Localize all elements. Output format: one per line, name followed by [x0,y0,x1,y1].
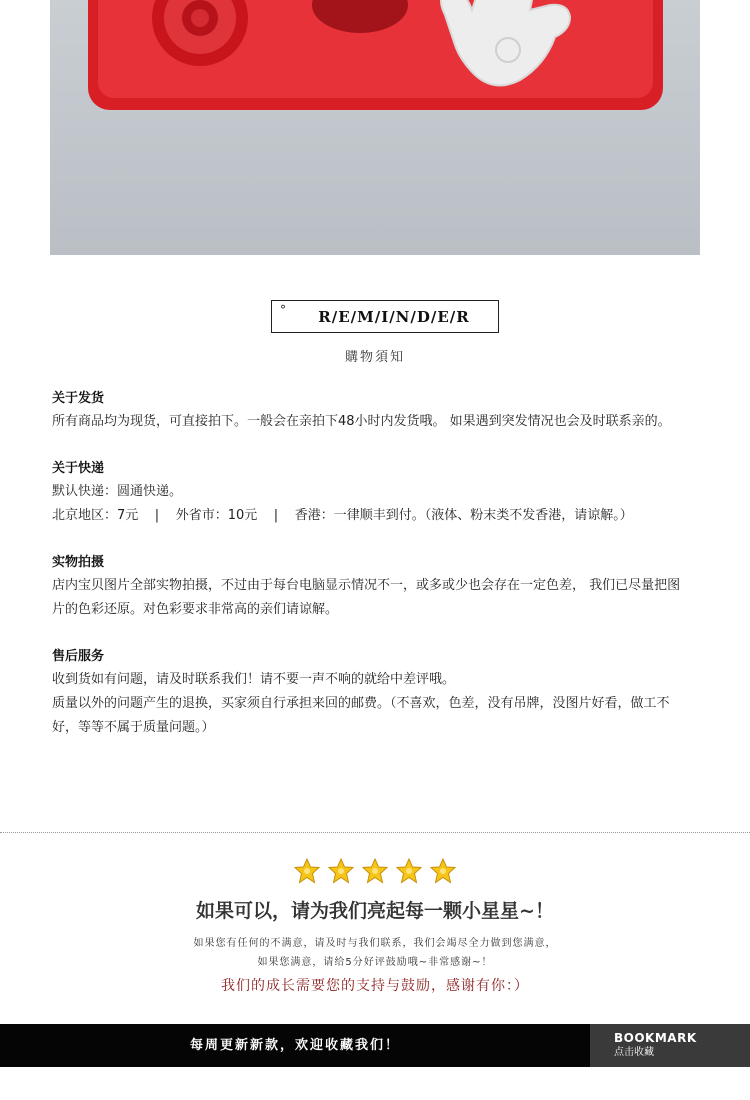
section-line: 收到货如有问题，请及时联系我们！请不要一声不响的就给中差评哦。 [52,672,456,687]
rating-stars [0,858,750,884]
section-line: 好，等等不属于质量问题。） [52,720,215,735]
section-title: 售后服务 [52,649,105,664]
reminder-box [271,300,499,333]
section-express [52,458,702,528]
section-title: 关于发货 [52,391,105,406]
section-line: 片的色彩还原。对色彩要求非常高的亲们请谅解。 [52,602,339,617]
hero-photo [50,0,700,255]
degree-mark: ° [280,303,286,317]
bookmark-subtitle: 点击收藏 [614,1047,654,1058]
rating-line-1: 如果您有任何的不满意，请及时与我们联系，我们会竭尽全力做到您满意， [193,938,557,949]
section-line: 质量以外的问题产生的退换，买家须自行承担来回的邮费。（不喜欢，色差，没有吊牌，没图片好看，做工不 [52,696,670,711]
star-icon [328,858,354,884]
section-after-sales [52,646,702,740]
section-title: 关于快递 [52,461,105,476]
bookmark-title: BOOKMARK [614,1031,697,1045]
section-line: 北京地区：7元 | 外省市：10元 | 香港：一律顺丰到付。（液体、粉末类不发香港，请谅解。） [52,508,633,523]
notice-sections [52,388,702,764]
section-line: 店内宝贝图片全部实物拍摄，不过由于每台电脑显示情况不一，或多或少也会存在一定色差， 我们已尽量把图 [52,578,681,593]
rating-line-2: 如果您满意，请给5分好评鼓励哦~非常感谢~！ [257,957,493,968]
section-line: 所有商品均为现货，可直接拍下。一般会在亲拍下48小时内发货哦。 如果遇到突发情况也会及时联系亲的。 [52,414,671,429]
footer-bar [0,1024,750,1067]
star-icon [430,858,456,884]
star-icon [294,858,320,884]
rating-thanks: 我们的成长需要您的支持与鼓励，感谢有你：） [221,978,529,994]
bookmark-button[interactable] [590,1024,750,1067]
rating-title: 如果可以，请为我们亮起每一颗小星星~！ [196,900,554,922]
section-photos [52,552,702,622]
section-line: 默认快递：圆通快递。 [52,484,183,499]
reminder-title: R/E/M/I/N/D/E/R [318,307,470,326]
section-title: 实物拍摄 [52,555,105,570]
hero-illustration [50,0,700,255]
star-icon [396,858,422,884]
section-shipping [52,388,702,434]
reminder-subtitle: 購物須知 [344,350,405,365]
dotted-divider [0,832,750,833]
footer-text: 每周更新新款，欢迎收藏我们！ [189,1038,400,1053]
star-icon [362,858,388,884]
